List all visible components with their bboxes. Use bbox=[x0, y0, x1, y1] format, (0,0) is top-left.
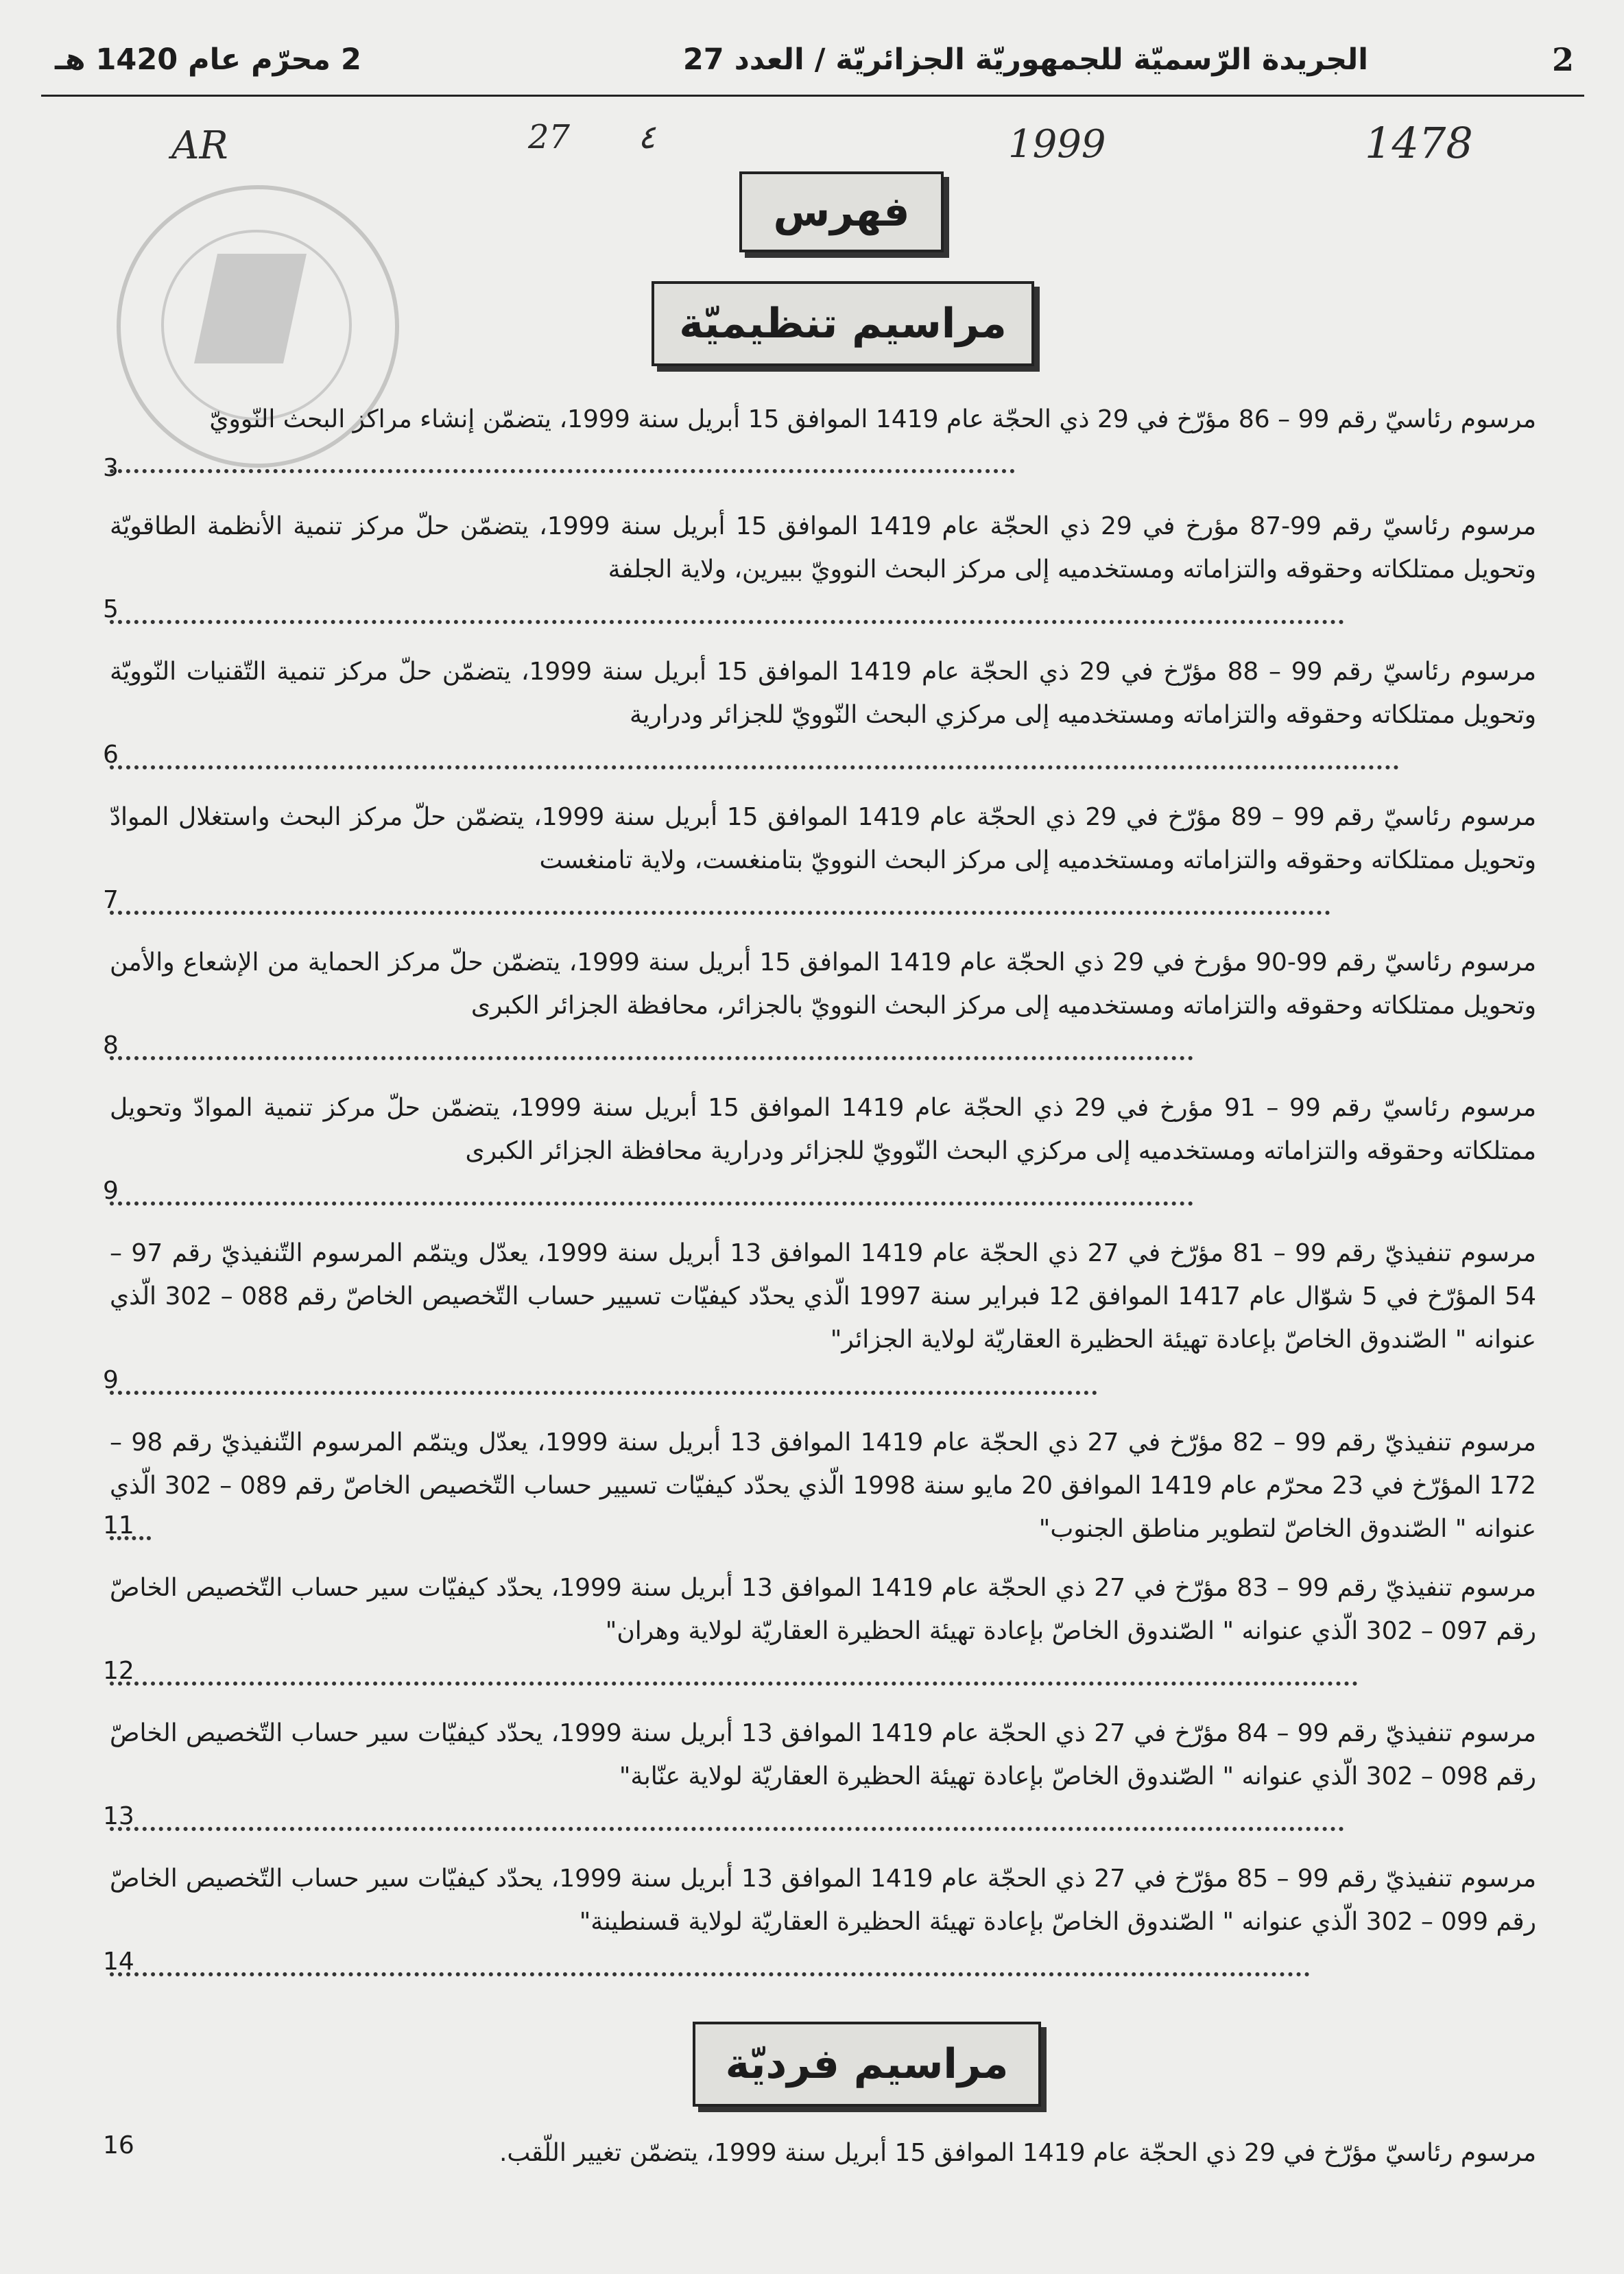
toc-entry bbox=[110, 398, 1536, 441]
dot-leader bbox=[110, 1679, 1358, 1686]
entry-text: مرسوم رئاسيّ مؤرّخ في 29 ذي الحجّة عام 1419 الموافق 15 أبريل سنة 1999، يتضمّن تغيير اللّقب. bbox=[499, 2139, 1536, 2167]
header-rule bbox=[41, 95, 1584, 97]
entry-text: مرسوم رئاسيّ رقم 99-87 مؤرخ في 29 ذي الحجّة عام 1419 الموافق 15 أبريل سنة 1999، يتضمّن حلّ مركز تنمية الأنظمة الطاقويّة وتحويل ممتلكاته وحقوقه والتزاماته ومستخدميه إلى مركز البحث النوويّ ببيرين، ولاية الجلفة bbox=[110, 512, 1537, 584]
toc-entry bbox=[110, 1857, 1536, 1943]
entry-page-number: 9 bbox=[103, 1366, 119, 1394]
handwritten-note-left: AR bbox=[171, 123, 228, 168]
dot-leader bbox=[110, 1388, 1097, 1395]
entry-page-number: 3 bbox=[103, 454, 119, 482]
entry-page-number: 14 bbox=[103, 1948, 134, 1976]
entry-page-number: 9 bbox=[103, 1177, 119, 1205]
individual-decrees-heading: مراسيم فرديّة bbox=[693, 2022, 1041, 2107]
entry-text: مرسوم رئاسيّ رقم 99-90 مؤرخ في 29 ذي الحجّة عام 1419 الموافق 15 أبريل سنة 1999، يتضمّن حلّ مركز الحماية من الإشعاع والأمن وتحويل ممتلكاته وحقوقه والتزاماته ومستخدميه إلى مركز البحث النوويّ بالجزائر، محافظة الجزائر الكبرى bbox=[110, 948, 1536, 1020]
dot-leader bbox=[110, 1970, 1310, 1976]
index-heading: فهرس bbox=[739, 171, 944, 252]
entry-text: مرسوم رئاسيّ رقم 99 – 91 مؤرخ في 29 ذي الحجّة عام 1419 الموافق 15 أبريل سنة 1999، يتضمّن حلّ مركز تنمية الموادّ وتحويل ممتلكاته وحقوقه والتزاماته ومستخدميه إلى مركزي البحث النّوويّ للجزائر ودرارية محافظة الجزائر الكبرى bbox=[110, 1094, 1537, 1165]
entry-text: مرسوم تنفيذيّ رقم 99 – 84 مؤرّخ في 27 ذي الحجّة عام 1419 الموافق 13 أبريل سنة 1999، يحدّد كيفيّات سير حساب التّخصيص الخاصّ رقم 098 – 302 الّذي عنوانه " الصّندوق الخاصّ بإعادة تهيئة الحظيرة العقاريّة لولاية عنّابة" bbox=[110, 1719, 1536, 1791]
dot-leader bbox=[110, 1824, 1344, 1831]
toc-entry bbox=[110, 1086, 1536, 1173]
page-number: 2 bbox=[1551, 41, 1574, 78]
hijri-date: 2 محرّم عام 1420 هـ bbox=[55, 43, 361, 77]
entry-text: مرسوم تنفيذيّ رقم 99 – 81 مؤرّخ في 27 ذي الحجّة عام 1419 الموافق 13 أبريل سنة 1999، يعدّل ويتمّم المرسوم التّنفيذيّ رقم 97 – 54 المؤرّخ في 5 شوّال عام 1417 الموافق 12 فبراير سنة 1997 الّذي يحدّد كيفيّات تسيير حساب التّخصيص الخاصّ رقم 088 – 302 الّذي عنوانه " الصّندوق الخاصّ بإعادة تهيئة الحظيرة العقاريّة لولاية الجزائر" bbox=[110, 1239, 1536, 1354]
dot-leader bbox=[110, 466, 1015, 473]
regulatory-decrees-heading: مراسيم تنظيميّة bbox=[652, 281, 1034, 366]
toc-entry bbox=[110, 1232, 1536, 1361]
toc-entry bbox=[110, 1712, 1536, 1798]
entry-page-number: 12 bbox=[103, 1657, 134, 1685]
dot-leader bbox=[110, 617, 1344, 624]
entry-page-number: 13 bbox=[103, 1802, 134, 1830]
dot-leader bbox=[110, 1053, 1193, 1060]
page-header bbox=[41, 40, 1574, 95]
entry-page-number: 5 bbox=[103, 595, 119, 623]
toc-entry bbox=[110, 1421, 1536, 1551]
handwritten-year: 1999 bbox=[1008, 122, 1106, 167]
handwritten-ref: 1478 bbox=[1365, 118, 1473, 168]
entry-text: مرسوم تنفيذيّ رقم 99 – 82 مؤرّخ في 27 ذي الحجّة عام 1419 الموافق 13 أبريل سنة 1999، يعدّل ويتمّم المرسوم التّنفيذيّ رقم 98 – 172 المؤرّخ في 23 محرّم عام 1419 الموافق 20 مايو سنة 1998 الّذي يحدّد كيفيّات تسيير حساب التّخصيص الخاصّ رقم 089 – 302 الّذي عنوانه " الصّندوق الخاصّ لتطوير مناطق الجنوب" bbox=[110, 1428, 1536, 1543]
dot-leader bbox=[110, 1199, 1193, 1206]
dot-leader bbox=[110, 763, 1399, 769]
toc-entry bbox=[110, 650, 1536, 737]
entry-text: مرسوم رئاسيّ رقم 99 – 88 مؤرّخ في 29 ذي الحجّة عام 1419 الموافق 15 أبريل سنة 1999، يتضمّن حلّ مركز تنمية التّقنيات النّوويّة وتحويل ممتلكاته وحقوقه والتزاماته ومستخدميه إلى مركزي البحث النّوويّ للجزائر ودرارية bbox=[110, 658, 1537, 729]
dot-leader bbox=[110, 908, 1330, 915]
entry-page-number: 6 bbox=[103, 741, 119, 769]
entry-text: مرسوم تنفيذيّ رقم 99 – 85 مؤرّخ في 27 ذي الحجّة عام 1419 الموافق 13 أبريل سنة 1999، يحدّد كيفيّات سير حساب التّخصيص الخاصّ رقم 099 – 302 الّذي عنوانه " الصّندوق الخاصّ بإعادة تهيئة الحظيرة العقاريّة لولاية قسنطينة" bbox=[110, 1865, 1536, 1936]
gazette-title: الجريدة الرّسميّة للجمهوريّة الجزائريّة / العدد 27 bbox=[682, 43, 1368, 77]
handwritten-note-mid2: ٤ bbox=[638, 118, 656, 156]
entry-text: مرسوم رئاسيّ رقم 99 – 86 مؤرّخ في 29 ذي الحجّة عام 1419 الموافق 15 أبريل سنة 1999، يتضمّن إنشاء مراكز البحث النّوويّ bbox=[209, 405, 1536, 433]
handwritten-note-mid1: 27 bbox=[528, 118, 571, 156]
entry-page-number: 11 bbox=[103, 1511, 134, 1540]
entry-page-number: 8 bbox=[103, 1031, 119, 1060]
entry-text: مرسوم تنفيذيّ رقم 99 – 83 مؤرّخ في 27 ذي الحجّة عام 1419 الموافق 13 أبريل سنة 1999، يحدّد كيفيّات سير حساب التّخصيص الخاصّ رقم 097 – 302 الّذي عنوانه " الصّندوق الخاصّ بإعادة تهيئة الحظيرة العقاريّة لولاية وهران" bbox=[110, 1574, 1536, 1645]
toc-entry bbox=[110, 505, 1536, 591]
toc-entry bbox=[110, 2131, 1536, 2175]
toc-entry bbox=[110, 1566, 1536, 1653]
entry-text: مرسوم رئاسيّ رقم 99 – 89 مؤرّخ في 29 ذي الحجّة عام 1419 الموافق 15 أبريل سنة 1999، يتضمّن حلّ مركز البحث واستغلال الموادّ وتحويل ممتلكاته وحقوقه والتزاماته ومستخدميه إلى مركز البحث النوويّ بتامنغست، ولاية تامنغست bbox=[110, 803, 1537, 874]
entry-page-number: 7 bbox=[103, 886, 119, 914]
toc-entry bbox=[110, 941, 1536, 1027]
entry-page-number: 16 bbox=[103, 2131, 134, 2159]
toc-entry bbox=[110, 795, 1536, 882]
